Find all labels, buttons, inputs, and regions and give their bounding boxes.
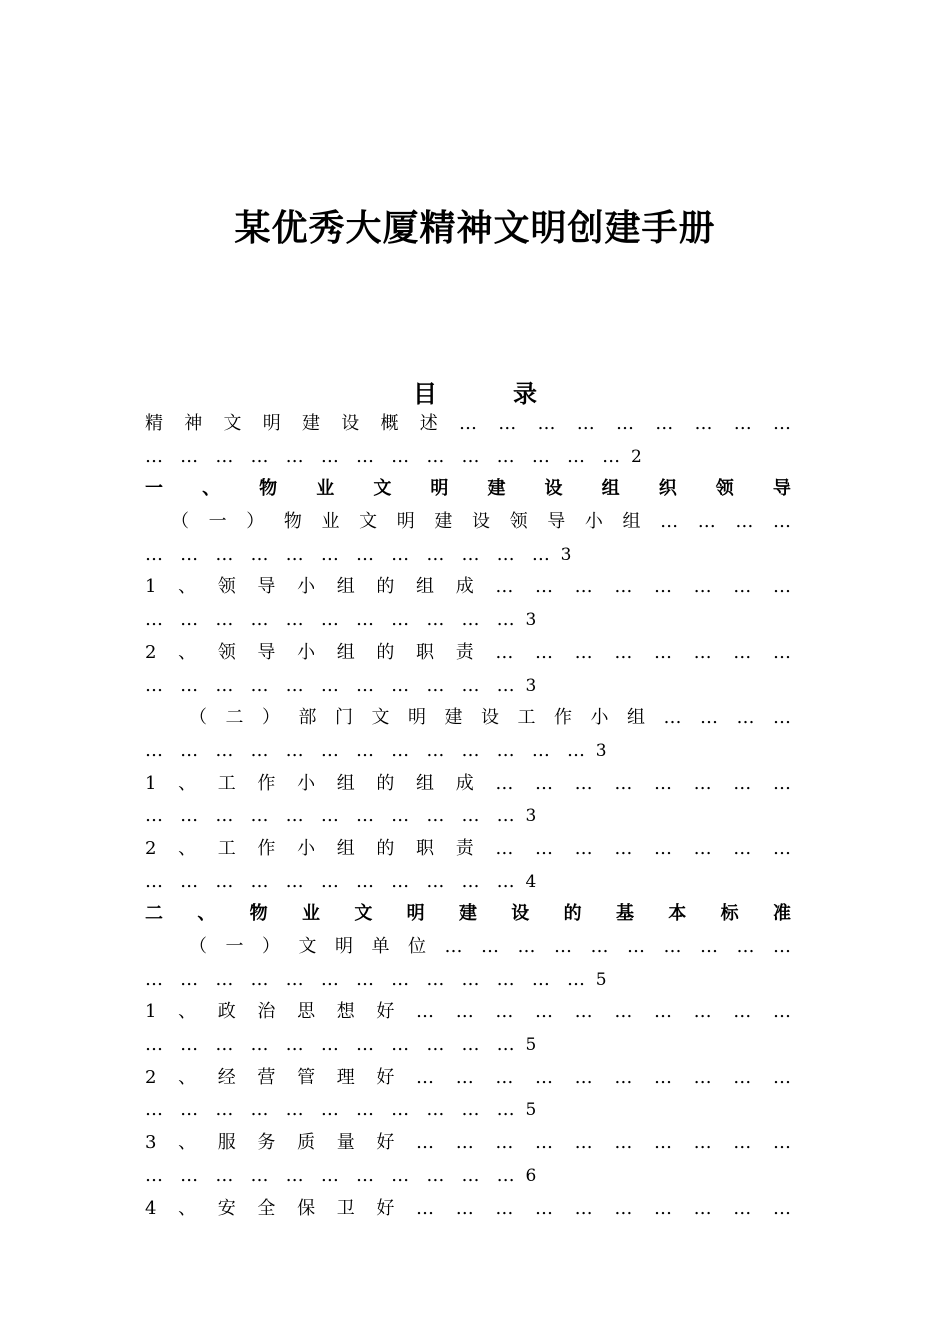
toc-leader-dot: …: [653, 1132, 672, 1154]
toc-leader-dot: …: [772, 576, 791, 598]
toc-entry-title-char: 治: [257, 1001, 276, 1023]
toc-leader-dot: …: [614, 576, 633, 598]
toc-entry-title-char: 组: [336, 641, 355, 663]
toc-entry-title-char: 准: [772, 903, 791, 925]
toc-leader-dot: …: [693, 576, 712, 598]
toc-leader-dot: …: [416, 1197, 435, 1219]
toc-leader-dot: …: [444, 936, 463, 957]
toc-entry-title-char: 小: [297, 772, 316, 794]
toc-entry-title-char: 物: [259, 478, 278, 500]
toc-entry-title-char: 二: [145, 903, 163, 925]
toc-entry-title-char: 领: [217, 641, 236, 663]
toc-leader-dot: …: [733, 1197, 752, 1219]
toc-entry-title-char: 成: [455, 772, 474, 794]
toc-entry[interactable]: [145, 506, 791, 571]
toc-leader-dot: …: [653, 576, 672, 598]
toc-leader-dot: …: [498, 413, 517, 434]
toc-entry-title-char: 明: [406, 903, 425, 925]
toc-entry-leader-line: [145, 604, 791, 637]
toc-entry-leader: … … … … … … … … … … …: [145, 609, 515, 631]
toc-entry-title-char: 设: [544, 478, 563, 500]
toc-entry-title-char: 2: [145, 641, 157, 663]
toc-entry-title-char: 成: [455, 576, 474, 598]
toc-entry-title-line: [145, 833, 791, 866]
toc-leader-dot: …: [535, 837, 554, 859]
toc-entry-title-char: 的: [376, 576, 395, 598]
toc-leader-dot: …: [653, 1001, 672, 1023]
toc-leader-dot: …: [697, 511, 716, 533]
toc-entry[interactable]: [145, 473, 791, 506]
toc-entry-title-char: 组: [622, 511, 641, 533]
toc-entry[interactable]: [145, 898, 791, 931]
toc-leader-dot: …: [535, 772, 554, 794]
toc-leader-dot: …: [574, 1066, 593, 1088]
toc-entry[interactable]: [145, 571, 791, 636]
toc-entry-title-char: 小: [584, 511, 603, 533]
toc-leader-dot: …: [700, 936, 718, 957]
toc-entry-leader-line: [145, 1094, 791, 1127]
toc-leader-dot: …: [700, 707, 718, 729]
toc-entry-title-char: 建: [302, 413, 320, 434]
toc-entry-page-number: 5: [514, 1035, 537, 1056]
toc-entry-title-line: [145, 1062, 791, 1095]
toc-entry-title-char: 保: [297, 1197, 316, 1219]
toc-entry-title-char: 门: [335, 707, 353, 729]
toc-leader-dot: …: [574, 772, 593, 794]
toc-entry-title-char: 部: [298, 707, 317, 729]
toc-leader-dot: …: [693, 641, 712, 663]
toc-leader-dot: …: [574, 1197, 593, 1219]
toc-entry-title-char: 一: [145, 478, 163, 500]
toc-entry-title-char: 神: [184, 413, 203, 434]
toc-entry-title-char: 服: [217, 1132, 236, 1154]
toc-leader-dot: …: [653, 772, 672, 794]
toc-leader-dot: …: [653, 1197, 672, 1219]
toc-entry-leader: … … … … … … … … … … …: [145, 1099, 515, 1121]
toc-leader-dot: …: [693, 1066, 712, 1088]
toc-entry-title-char: 一: [208, 511, 227, 533]
toc-entry-page-number: 2: [620, 446, 642, 467]
toc-leader-dot: …: [733, 1132, 752, 1154]
toc-entry[interactable]: [145, 637, 791, 702]
toc-leader-dot: …: [574, 837, 593, 859]
toc-leader-dot: …: [535, 576, 554, 598]
toc-leader-dot: …: [535, 1132, 554, 1154]
toc-entry-title-char: 的: [563, 903, 582, 925]
toc-entry-title-char: 务: [257, 1132, 276, 1154]
toc-entry-title-char: 、: [178, 772, 197, 794]
toc-leader-dot: …: [733, 413, 752, 434]
toc-entry-title-char: 好: [376, 1197, 395, 1219]
toc-leader-dot: …: [653, 837, 672, 859]
toc-leader-dot: …: [733, 1066, 752, 1088]
toc-entry-title-char: 业: [301, 903, 320, 925]
toc-entry-page-number: 3: [514, 610, 537, 631]
toc-leader-dot: …: [537, 413, 556, 434]
document-title: 某优秀大厦精神文明创建手册: [234, 208, 716, 249]
toc-entry-title-line: [145, 1127, 791, 1160]
toc-entry-title-char: 好: [376, 1066, 395, 1088]
toc-entry-title-char: 全: [257, 1197, 276, 1219]
toc-entry-title-char: ）: [262, 707, 280, 729]
toc-entry-title-char: 文: [223, 413, 242, 434]
toc-leader-dot: …: [773, 511, 791, 533]
toc-entry-title-char: 职: [416, 837, 435, 859]
toc-leader-dot: …: [576, 413, 595, 434]
toc-entry-title-line: [145, 898, 791, 931]
toc-leader-dot: …: [772, 772, 791, 794]
toc-entry-title-char: 建: [487, 478, 506, 500]
toc-leader-dot: …: [736, 936, 755, 957]
toc-leader-dot: …: [574, 576, 593, 598]
toc-leader-dot: …: [481, 936, 499, 957]
toc-leader-dot: …: [614, 1197, 633, 1219]
toc-entry-title-line: [145, 473, 791, 506]
toc-entry-title-char: 好: [376, 1132, 395, 1154]
toc-entry-title-char: 文: [371, 707, 390, 729]
toc-entry-title-char: 量: [336, 1132, 355, 1154]
toc-entry-title-char: 、: [202, 478, 221, 500]
toc-leader-dot: …: [614, 1001, 633, 1023]
toc-leader-dot: …: [614, 641, 633, 663]
toc-leader-dot: …: [733, 1001, 752, 1023]
toc-leader-dot: …: [614, 837, 633, 859]
toc-entry-title-char: 好: [376, 1001, 395, 1023]
toc-entry-title-char: 、: [178, 837, 197, 859]
toc-entry-title-char: 单: [371, 936, 390, 957]
toc-entry[interactable]: [145, 833, 791, 898]
toc-entry-title-char: （: [189, 936, 207, 957]
toc-leader-dot: …: [653, 641, 672, 663]
toc-entry-title-char: 业: [316, 478, 335, 500]
toc-entry-title-char: 的: [376, 837, 395, 859]
toc-entry-page-number: 6: [514, 1165, 537, 1186]
toc-entry-page-number: 3: [514, 806, 537, 827]
toc-entry-title-char: 组: [627, 707, 645, 729]
toc-entry-title-char: 小: [297, 641, 316, 663]
toc-entry-title-char: 导: [547, 511, 566, 533]
toc-entry-title-char: 职: [416, 641, 435, 663]
toc-entry-title-char: 4: [145, 1197, 157, 1219]
toc-entry-title-char: 3: [145, 1132, 157, 1154]
toc-entry-title-char: 文: [354, 903, 373, 925]
toc-entry-title-char: 卫: [336, 1197, 355, 1219]
toc-leader-dot: …: [616, 413, 634, 434]
toc-entry-title-char: 一: [225, 936, 244, 957]
toc-leader-dot: …: [772, 1197, 791, 1219]
toc-entry-title-char: 物: [283, 511, 302, 533]
toc-entry-page-number: 3: [549, 544, 572, 565]
toc-leader-dot: …: [455, 1001, 474, 1023]
toc-entry-leader: … … … … … … … … … … …: [145, 870, 515, 892]
toc-entry-title-char: 概: [380, 413, 399, 434]
toc-entry-title-line: [145, 931, 791, 964]
toc-leader-dot: …: [663, 707, 682, 729]
toc-leader-dot: …: [694, 413, 713, 434]
toc-entry-title-line: [145, 506, 791, 539]
toc-entry-title-char: 的: [376, 772, 395, 794]
toc-entry-title-line: [145, 996, 791, 1029]
toc-entry-leader: … … … … … … … … … … … …: [145, 543, 550, 565]
toc-entry-title-char: 组: [601, 478, 620, 500]
toc-leader-dot: …: [574, 641, 593, 663]
toc-entry-leader-line: [145, 1029, 791, 1062]
toc-entry-title-char: 设: [511, 903, 530, 925]
toc-entry-title-char: 导: [257, 576, 276, 598]
toc-leader-dot: …: [735, 511, 754, 533]
toc-entry-title-char: 作: [257, 837, 276, 859]
toc-entry[interactable]: [145, 408, 791, 473]
toc-entry-title-char: 建: [434, 511, 453, 533]
toc-entry-title-char: 经: [217, 1066, 236, 1088]
toc-entry-title-char: 设: [341, 413, 360, 434]
toc-entry-leader-line: [145, 670, 791, 703]
toc-entry-title-char: 设: [472, 511, 490, 533]
toc-entry-title-char: 组: [336, 837, 355, 859]
toc-entry-title-char: 理: [336, 1066, 355, 1088]
toc-entry-title-char: （: [171, 511, 189, 533]
toc-leader-dot: …: [663, 936, 682, 957]
toc-entry-title-char: 组: [336, 576, 355, 598]
toc-entry-page-number: 3: [584, 740, 607, 761]
toc-entry-title-char: 政: [217, 1001, 236, 1023]
toc-leader-dot: …: [733, 576, 752, 598]
toc-entry-title-char: 组: [416, 772, 435, 794]
toc-leader-dot: …: [416, 1066, 435, 1088]
toc-heading-left: 目: [413, 379, 437, 408]
toc-leader-dot: …: [733, 641, 752, 663]
toc-leader-dot: …: [693, 837, 712, 859]
toc-leader-dot: …: [614, 1132, 633, 1154]
toc-entry[interactable]: [145, 768, 791, 833]
toc-entry-title-char: 小: [297, 837, 316, 859]
toc-entry-title-char: （: [189, 707, 207, 729]
toc-entry-title-char: 、: [178, 1001, 197, 1023]
toc-leader-dot: …: [653, 1066, 672, 1088]
toc-entry-title-char: 营: [257, 1066, 276, 1088]
toc-leader-dot: …: [495, 772, 514, 794]
toc-entry-title-char: 责: [455, 837, 474, 859]
toc-entry-leader: … … … … … … … … … … …: [145, 1164, 515, 1186]
toc-entry-title-char: 建: [444, 707, 463, 729]
toc-leader-dot: …: [574, 1001, 593, 1023]
toc-entry-title-char: 领: [217, 576, 236, 598]
toc-leader-dot: …: [693, 772, 712, 794]
toc-entry-title-char: 组: [336, 772, 355, 794]
toc-entry-title-char: 工: [217, 837, 236, 859]
toc-entry-title-char: 管: [297, 1066, 316, 1088]
toc-leader-dot: …: [693, 1197, 712, 1219]
toc-leader-dot: …: [614, 772, 633, 794]
toc-entry-title-char: 导: [772, 478, 791, 500]
toc-entry-title-line: [145, 637, 791, 670]
toc-entry-leader: … … … … … … … … … … … … …: [145, 968, 585, 990]
toc-leader-dot: …: [772, 837, 791, 859]
toc-entry-title-char: 小: [590, 707, 609, 729]
toc-leader-dot: …: [655, 413, 674, 434]
toc-leader-dot: …: [693, 1001, 712, 1023]
toc-leader-dot: …: [733, 837, 752, 859]
toc-entry-title-char: 质: [297, 1132, 316, 1154]
toc-leader-dot: …: [535, 641, 554, 663]
toc-entry[interactable]: [145, 1193, 791, 1226]
toc-leader-dot: …: [517, 936, 536, 957]
toc-entry-title-line: [145, 702, 791, 735]
toc-leader-dot: …: [772, 1132, 791, 1154]
toc-entry-title-char: 述: [419, 413, 438, 434]
toc-leader-dot: …: [660, 511, 679, 533]
toc-leader-dot: …: [495, 641, 514, 663]
toc-entry-title-char: 思: [297, 1001, 316, 1023]
toc-entry-title-char: 明: [430, 478, 449, 500]
toc-entry-leader: … … … … … … … … … … …: [145, 1034, 515, 1056]
toc-entry-title-char: 位: [408, 936, 426, 957]
toc-leader-dot: …: [455, 1132, 474, 1154]
toc-entry-leader: … … … … … … … … … … …: [145, 674, 515, 696]
toc-leader-dot: …: [554, 936, 572, 957]
toc-heading: [0, 374, 950, 409]
toc-entry-title-line: [145, 768, 791, 801]
toc-leader-dot: …: [627, 936, 645, 957]
toc-leader-dot: …: [733, 772, 752, 794]
toc-leader-dot: …: [416, 1132, 435, 1154]
toc-leader-dot: …: [495, 1132, 514, 1154]
toc-leader-dot: …: [495, 576, 514, 598]
toc-leader-dot: …: [455, 1197, 474, 1219]
toc-entry-title-char: 领: [509, 511, 528, 533]
toc-entry-title-char: 安: [217, 1197, 236, 1219]
toc-entry[interactable]: [145, 1062, 791, 1127]
toc-entry-title-char: 织: [658, 478, 677, 500]
toc-leader-dot: …: [495, 1066, 514, 1088]
toc-entry-title-char: 基: [615, 903, 634, 925]
toc-entry-title-char: 小: [297, 576, 316, 598]
toc-leader-dot: …: [459, 413, 477, 434]
toc-entry-title-char: 2: [145, 837, 157, 859]
toc-entry-title-char: 物: [249, 903, 268, 925]
toc-leader-dot: …: [772, 641, 791, 663]
toc-entry-leader: … … … … … … … … … … …: [145, 805, 515, 827]
toc-leader-dot: …: [590, 936, 609, 957]
toc-leader-dot: …: [773, 413, 791, 434]
toc-entry-page-number: 4: [514, 871, 537, 892]
toc-entry-title-char: 组: [416, 576, 435, 598]
toc-leader-dot: …: [773, 707, 791, 729]
toc-entry-title-char: 的: [376, 641, 395, 663]
toc-entry-title-char: 工: [217, 772, 236, 794]
toc-entry[interactable]: [145, 1127, 791, 1192]
toc-leader-dot: …: [455, 1066, 474, 1088]
toc-leader-dot: …: [495, 1001, 514, 1023]
toc-entry-title-char: ）: [262, 936, 280, 957]
toc-entry-page-number: 5: [514, 1100, 537, 1121]
toc-leader-dot: …: [772, 1001, 791, 1023]
toc-entry[interactable]: [145, 702, 791, 767]
toc-entry-title-char: 建: [458, 903, 477, 925]
toc-entry-title-char: 设: [481, 707, 499, 729]
toc-leader-dot: …: [736, 707, 755, 729]
toc-entry-title-char: 文: [373, 478, 392, 500]
toc-entry-leader: … … … … … … … … … … … … …: [145, 739, 585, 761]
toc-entry-title-char: 、: [178, 1066, 197, 1088]
toc-leader-dot: …: [495, 1197, 514, 1219]
toc-entry-title-char: 作: [257, 772, 276, 794]
toc-entry-title-line: [145, 1193, 791, 1226]
toc-entry-title-char: 二: [225, 707, 244, 729]
toc-entry-leader-line: [145, 800, 791, 833]
toc-entry-title-char: ）: [246, 511, 265, 533]
toc-entry-title-char: 责: [455, 641, 474, 663]
toc-entry-title-char: 本: [668, 903, 687, 925]
toc-entry-title-char: 想: [336, 1001, 355, 1023]
toc-entry-title-char: 1: [145, 576, 157, 598]
toc-leader-dot: …: [416, 1001, 435, 1023]
toc-entry-page-number: 5: [584, 969, 607, 990]
toc-leader-dot: …: [574, 1132, 593, 1154]
toc-entry-title-char: 、: [178, 1132, 197, 1154]
toc-leader-dot: …: [693, 1132, 712, 1154]
toc-entry-title-char: 、: [178, 576, 197, 598]
toc-entry-leader-line: [145, 964, 791, 997]
toc-entry[interactable]: [145, 931, 791, 996]
toc-entry-leader-line: [145, 735, 791, 768]
toc-leader-dot: …: [535, 1197, 554, 1219]
toc-leader-dot: …: [535, 1066, 554, 1088]
toc-entry-title-char: 明: [408, 707, 426, 729]
toc-entry-leader-line: [145, 539, 791, 572]
toc-entry-title-char: 明: [262, 413, 281, 434]
toc-entry-title-char: 、: [178, 1197, 197, 1219]
toc-entry-title-char: 业: [321, 511, 340, 533]
toc-leader-dot: …: [772, 1066, 791, 1088]
toc-leader-dot: …: [773, 936, 791, 957]
toc-entry-title-line: [145, 571, 791, 604]
toc-entry[interactable]: [145, 996, 791, 1061]
toc-leader-dot: …: [495, 837, 514, 859]
toc-entry-title-char: 文: [359, 511, 378, 533]
toc-entry-title-char: 标: [720, 903, 739, 925]
toc-entry-title-char: 作: [554, 707, 572, 729]
toc-entry-title-char: 文: [298, 936, 317, 957]
toc-entry-title-char: 工: [517, 707, 536, 729]
toc-heading-right: 录: [513, 379, 537, 408]
toc-entry-title-line: [145, 408, 791, 441]
toc-entry-title-char: 2: [145, 1066, 157, 1088]
toc-entry-title-char: 精: [145, 413, 163, 434]
toc-entry-title-char: 明: [335, 936, 353, 957]
toc-entry-leader-line: [145, 441, 791, 474]
toc-entry-title-char: 、: [178, 641, 197, 663]
table-of-contents: [145, 408, 791, 1225]
toc-leader-dot: …: [614, 1066, 633, 1088]
toc-entry-leader: … … … … … … … … … … … … … …: [145, 445, 621, 467]
toc-entry-page-number: 3: [514, 675, 537, 696]
toc-entry-title-char: 导: [257, 641, 276, 663]
toc-leader-dot: …: [535, 1001, 554, 1023]
toc-entry-title-char: 1: [145, 1001, 157, 1023]
toc-entry-title-char: 1: [145, 772, 157, 794]
toc-entry-leader-line: [145, 866, 791, 899]
toc-entry-leader-line: [145, 1160, 791, 1193]
toc-entry-title-char: 明: [396, 511, 415, 533]
toc-entry-title-char: 领: [715, 478, 734, 500]
toc-entry-title-char: 、: [197, 903, 216, 925]
